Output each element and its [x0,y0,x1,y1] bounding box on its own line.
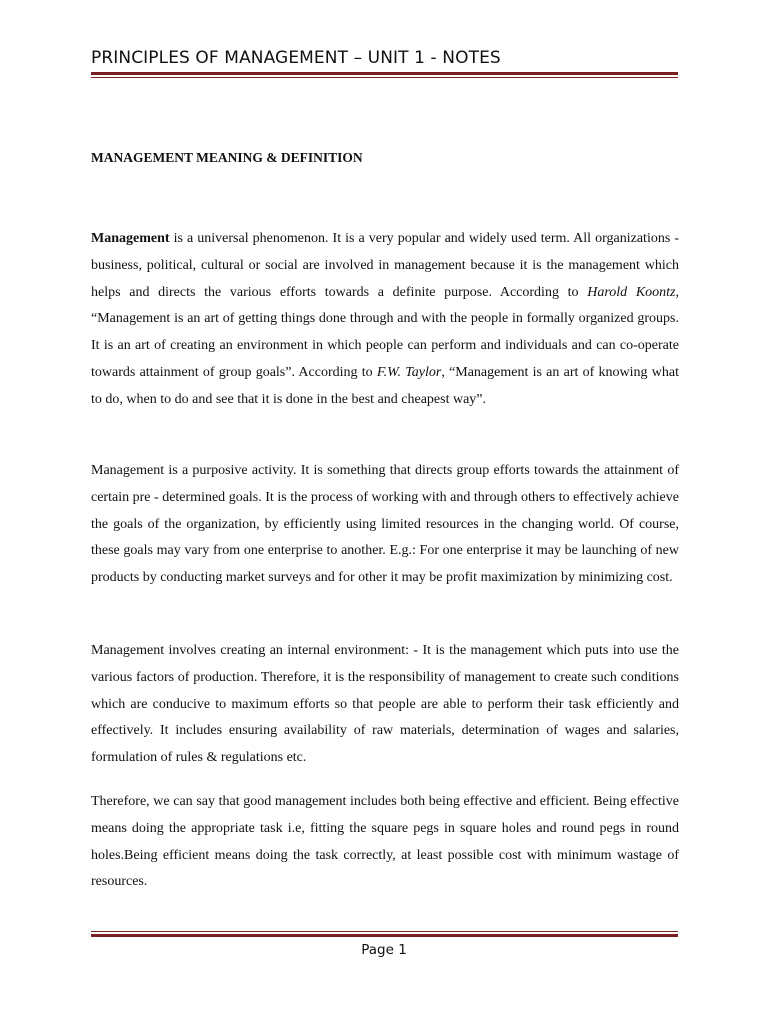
footer-rule-thin [91,931,678,932]
footer-rule-thick [91,934,678,937]
header-title: PRINCIPLES OF MANAGEMENT – UNIT 1 - NOTES [91,48,501,68]
paragraph-1 [91,226,679,414]
paragraph-4: Therefore, we can say that good management includes both being effective and efficient. Being effective means doing the appropriate task i.e, fitting the square pegs in square holes and round pegs in round holes.Being efficient means doing the task correctly, at least possible cost with minimum wastage of resources. [91,794,679,890]
paragraph-3: Management involves creating an internal environment: - It is the management which puts into use the various factors of production. Therefore, it is the responsibility of management to create such conditions which are conducive to maximum efforts so that people are able to perform their task efficiently and effectively. It includes ensuring availability of raw materials, determination of wages and salaries, formulation of rules & regulations etc. [91,643,679,766]
paragraph-2: Management is a purposive activity. It is something that directs group efforts towards the attainment of certain pre - determined goals. It is the process of working with and through others to effectively achieve the goals of the organization, by efficiently using limited resources in the changing world. Of course, these goals may vary from one enterprise to another. E.g.: For one enterprise it may be launching of new products by conducting market surveys and for other it may be profit maximization by minimizing cost. [91,463,679,586]
paragraph-1-text-c: , “Management is an art of knowing what to do, when to do and see that it is done in the best and cheapest way”. [91,364,679,407]
page-number: Page 1 [361,942,407,958]
term-management: Management [91,231,170,246]
paragraph-1-text-a: is a universal phenomenon. It is a very popular and widely used term. All organizations - business, political, cultural or social are involved in management because it is the management which helps and directs the various efforts towards a definite purpose. According to [91,231,679,300]
author-koontz: Harold Koontz [587,284,676,300]
author-taylor: F.W. Taylor [376,364,442,380]
paragraph-1-text-b: , “Management is an art of getting things done through and with the people in formally organized groups. It is an art of creating an environment in which people can perform and individuals and can co-operate towards attainment of group goals”. According to [91,284,680,380]
header-rule-thin [91,77,678,78]
header-rule-thick [91,72,678,75]
section-heading: MANAGEMENT MEANING & DEFINITION [91,150,363,165]
